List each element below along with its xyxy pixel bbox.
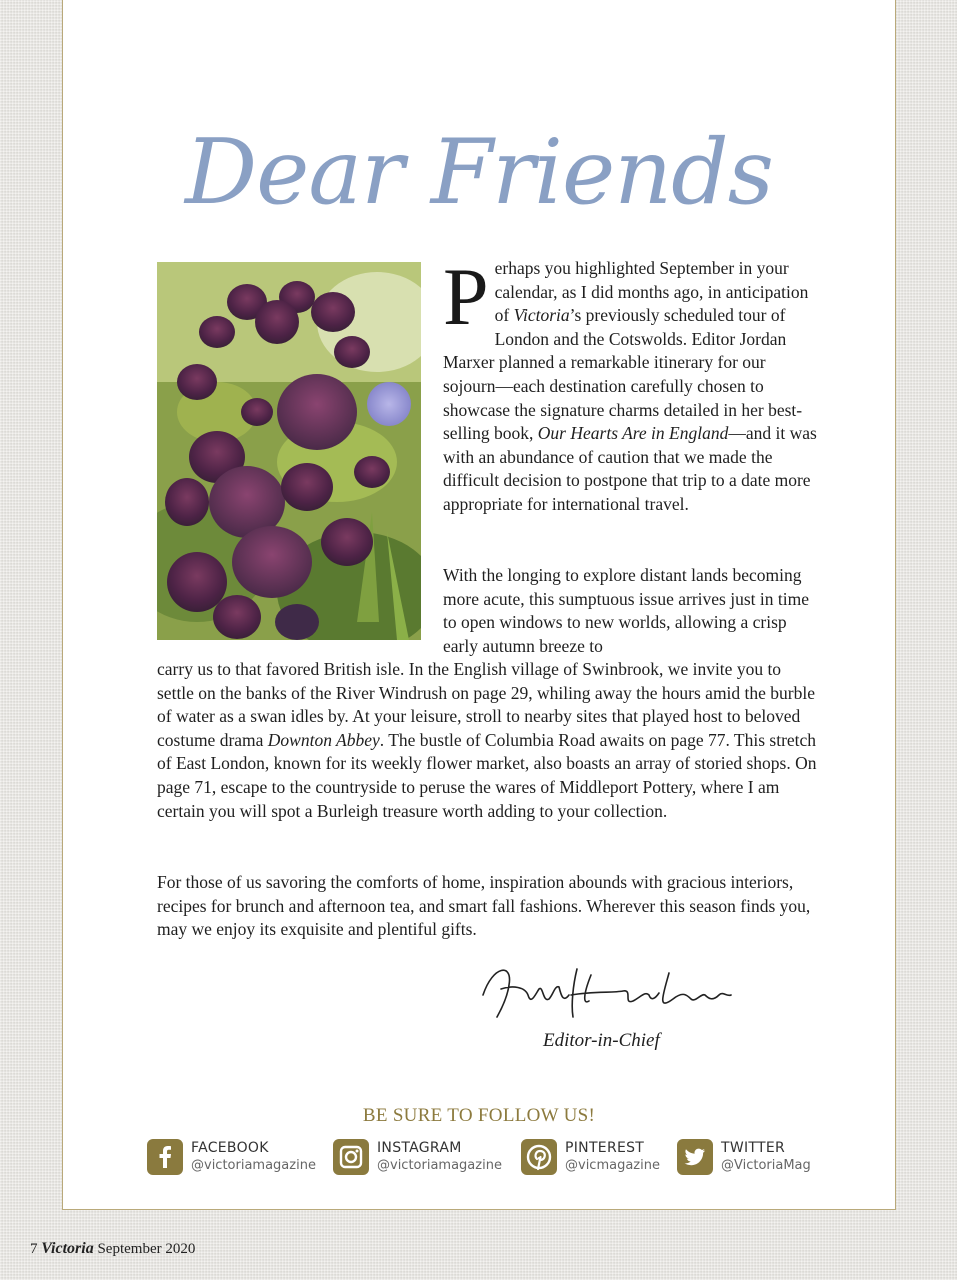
book-title: Our Hearts Are in England bbox=[537, 423, 729, 444]
pinterest-icon bbox=[521, 1139, 557, 1175]
social-handle: @victoriamagazine bbox=[191, 1158, 316, 1173]
drop-cap: P bbox=[443, 251, 489, 342]
magazine-logo: Victoria bbox=[41, 1240, 94, 1257]
social-label: TWITTER bbox=[721, 1140, 786, 1156]
issue-date: September 2020 bbox=[97, 1241, 196, 1257]
page-number: 7 bbox=[30, 1241, 38, 1257]
signature bbox=[473, 955, 743, 1025]
social-label: FACEBOOK bbox=[191, 1140, 269, 1156]
magazine-name: Victoria bbox=[513, 305, 570, 326]
letter-paragraph-3: For those of us savoring the comforts of home, inspiration abounds with gracious interiors, recipes for brunch and afternoon tea, and smart fall fashions. Wherever this season finds you, may we enjoy its exquisite and plentiful gifts. bbox=[157, 872, 811, 940]
page-footer bbox=[30, 1240, 195, 1258]
editor-role: Editor-in-Chief bbox=[543, 1030, 660, 1051]
letter-paragraph-1 bbox=[443, 251, 821, 517]
hydrangea-photo bbox=[157, 262, 421, 640]
social-label: PINTEREST bbox=[565, 1140, 645, 1156]
social-handle: @victoriamagazine bbox=[377, 1158, 502, 1173]
social-handle: @VictoriaMag bbox=[721, 1158, 811, 1173]
hydrangea-image bbox=[157, 262, 421, 640]
social-handle: @vicmagazine bbox=[565, 1158, 660, 1173]
twitter-icon bbox=[677, 1139, 713, 1175]
show-title: Downton Abbey bbox=[267, 729, 380, 750]
paragraph-2-text-b: . The bustle of Columbia Road awaits on page 77. This stretch of East London, known for its weekly flower market, also boasts an array of storied shops. On page 71, escape to the countryside to peruse the wares of Middleport Pottery, where I am certain you will spot a Burleigh treasure worth adding to your collection. bbox=[157, 729, 817, 821]
instagram-icon bbox=[333, 1139, 369, 1175]
paragraph-1-text-c: —and it was with an abundance of caution that we made the difficult decision to postpone that trip to a date more appropriate for international travel. bbox=[443, 423, 817, 514]
page-title: Dear Friends bbox=[185, 120, 773, 225]
paragraph-1-text-a: erhaps you highlighted September in your calendar, as I did months ago, in anticipation of bbox=[494, 258, 809, 326]
social-label: INSTAGRAM bbox=[377, 1140, 462, 1156]
letter-paragraph-2 bbox=[157, 658, 817, 823]
paragraph-1-text-b: ’s previously scheduled tour of London and the Cotswolds. Editor Jordan Marxer planned a remarkable itinerary for our sojourn—each destination carefully chosen to showcase the signature charms detailed in her best-selling book, bbox=[443, 305, 803, 444]
paragraph-2-text-a: carry us to that favored British isle. In the English village of Swinbrook, we invite you to settle on the banks of the River Windrush on page 29, whiling away the hours amid the burble of water as a swan idles by. At your leisure, stroll to nearby sites that played host to beloved costume drama bbox=[157, 659, 816, 750]
facebook-icon bbox=[147, 1139, 183, 1175]
letter-panel bbox=[62, 0, 896, 1210]
letter-paragraph-2-top: With the longing to explore distant lands becoming more acute, this sumptuous issue arrives just in time to open windows to new worlds, allowing a crisp early autumn breeze to bbox=[443, 565, 809, 656]
follow-heading: BE SURE TO FOLLOW US! bbox=[362, 1105, 596, 1126]
